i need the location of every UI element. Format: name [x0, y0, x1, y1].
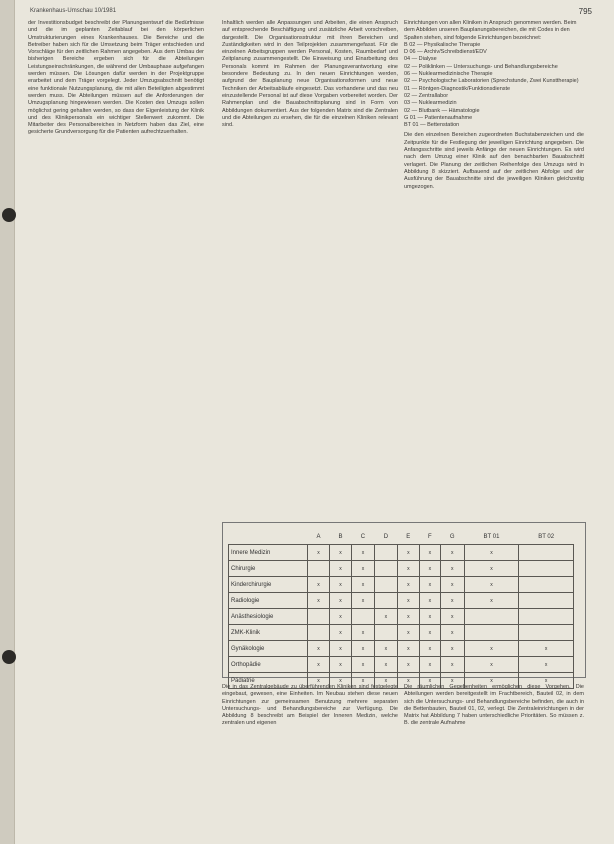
matrix-col-header: C	[352, 530, 375, 545]
matrix-cell: x	[330, 625, 352, 641]
matrix-cell: x	[330, 593, 352, 609]
matrix-row-label: Orthopädie	[229, 657, 308, 673]
matrix-cell: x	[440, 593, 464, 609]
matrix-cell: x	[374, 609, 397, 625]
matrix-cell	[519, 609, 574, 625]
matrix-cell	[374, 625, 397, 641]
matrix-cell: x	[464, 657, 519, 673]
matrix-cell: x	[308, 545, 330, 561]
matrix-cell	[464, 625, 519, 641]
matrix-cell: x	[397, 657, 419, 673]
matrix-cell	[308, 625, 330, 641]
matrix-cell	[308, 561, 330, 577]
matrix-body	[229, 545, 574, 689]
matrix-cell: x	[330, 609, 352, 625]
code-item: 06 — Nuklearmedizinische Therapie	[404, 71, 493, 78]
matrix-cell: x	[464, 561, 519, 577]
matrix-col-header: A	[308, 530, 330, 545]
matrix-cell	[519, 561, 574, 577]
matrix-col-header: F	[419, 530, 440, 545]
matrix-cell	[519, 577, 574, 593]
matrix-cell	[519, 593, 574, 609]
matrix-cell: x	[374, 641, 397, 657]
matrix-cell: x	[397, 609, 419, 625]
matrix-cell: x	[419, 609, 440, 625]
matrix-row	[229, 577, 574, 593]
code-item: 01 — Röntgen-Diagnostik/Funktionsdienste	[404, 85, 511, 92]
matrix-cell: x	[352, 593, 375, 609]
matrix-cell: x	[419, 673, 440, 689]
matrix-cell: x	[330, 577, 352, 593]
matrix-cell: x	[519, 673, 574, 689]
matrix-row	[229, 657, 574, 673]
text-column-3-bottom: Die räumlichen Gegebenheiten ermöglichen diese Vorgehen. Die Abteilungen werden bereitgestellt im Frachtbereich, Bauteil 02, in dem sich die Untersuchungs- und Behandlungsbereiche befinden, die auch in die Bettenbauten, Bauteil 01, 02, verlegt. Die Zentraleinrichtungen in der Matrix hat Abbildung 7 haben unterschiedliche Prioritäten. So müssen z. B. die zentrale Aufnahme	[404, 684, 584, 727]
matrix-row-label: Radiologie	[229, 593, 308, 609]
matrix-cell: x	[440, 577, 464, 593]
matrix-cell: x	[330, 657, 352, 673]
matrix-cell: x	[397, 641, 419, 657]
matrix-cell: x	[464, 673, 519, 689]
matrix-cell: x	[397, 593, 419, 609]
matrix-cell: x	[519, 641, 574, 657]
code-item: 03 — Nuklearmedizin	[404, 100, 457, 107]
matrix-cell: x	[440, 673, 464, 689]
code-item: 04 — Dialyse	[404, 56, 437, 63]
matrix-cell: x	[464, 641, 519, 657]
matrix-cell: x	[464, 593, 519, 609]
matrix-col-header: BT 02	[519, 530, 574, 545]
matrix-cell: x	[352, 561, 375, 577]
matrix-cell: x	[330, 561, 352, 577]
matrix-cell: x	[419, 577, 440, 593]
matrix-cell: x	[308, 657, 330, 673]
matrix-corner	[229, 530, 308, 545]
matrix-cell	[374, 593, 397, 609]
matrix-cell: x	[440, 561, 464, 577]
matrix-col-header: D	[374, 530, 397, 545]
matrix-cell: x	[308, 673, 330, 689]
matrix-cell: x	[352, 657, 375, 673]
matrix-cell: x	[397, 577, 419, 593]
matrix-header-row	[229, 530, 574, 545]
matrix-row-label: Pädiatrie	[229, 673, 308, 689]
matrix-cell	[374, 545, 397, 561]
punch-hole	[2, 650, 16, 664]
matrix-cell: x	[397, 561, 419, 577]
matrix-col-header: G	[440, 530, 464, 545]
matrix-cell: x	[308, 577, 330, 593]
text-column-1: der Investitionsbudget beschreibt der Planungsentwurf die Bedürfnisse und die im geplanten Zeitablauf bei den körperlichen Umstrukturierungen eines Krankenhauses. Die Bereiche und die Betreiber haben sich für die Umsetzung beim Träger entschieden und Vorschläge für den zeitlichen Rahmen angegeben. Aus dem Umbau der bisherigen Bereiche ergeben sich für die Abteilungen Leistungseinschränkungen, die während der Umbauphase aufgefangen werden müssen. Die Lösungen dafür werden in der Projektgruppe erarbeitet und dem Träger vorgelegt. Jeder Umzugsabschnitt benötigt eine funktionale Nutzungsplanung, die mit allen Beteiligten abgestimmt werden muss. Die Abteilungen müssen auf die Anforderungen der Umzugsplanung hingewiesen werden. Die Kosten des Umzugs sollen möglichst gering gehalten werden, so dass der Eigenleistung der Klinik und des Klinikpersonals ein wichtiger Stellenwert zukommt. Die Mitarbeiter des Personalbereiches in Netzform haben das Ziel, eine gesicherte Grundversorgung für die Patienten aufrechtzuerhalten.	[28, 20, 204, 136]
matrix-cell: x	[397, 625, 419, 641]
matrix-row	[229, 545, 574, 561]
matrix-cell: x	[519, 657, 574, 673]
page-binding-edge	[0, 0, 15, 844]
matrix-cell	[308, 609, 330, 625]
matrix-cell: x	[397, 673, 419, 689]
column-3-intro: Einrichtungen von allen Kliniken in Anspruch genommen werden. Beim dem Abbilden unseren Bauplanungsbereichen, die mit Codes in den Spalten stehen, sind folgende Einrichtungen bezeichnet:	[404, 20, 577, 41]
matrix-cell: x	[330, 673, 352, 689]
matrix-cell: x	[308, 593, 330, 609]
matrix-cell: x	[330, 545, 352, 561]
running-title: Krankenhaus-Umschau 10/1981	[30, 8, 117, 14]
matrix-cell: x	[464, 577, 519, 593]
punch-hole	[2, 208, 16, 222]
matrix-row	[229, 561, 574, 577]
text-column-2: Inhaltlich werden alle Anpassungen und Arbeiten, die einen Anspruch auf entsprechende Beschäftigung und zusätzliche Arbeit vorschreiben, dargestellt. Die Organisationsstruktur mit ihren Bereichen und Zuständigkeiten wird in den Teilprojekten zusammengefasst. Für die einzelnen Arbeitsgruppen werden Personal, Kosten, Raumbedarf und Zeitplanung zusammengestellt. Die Einweisung und Einarbeitung des Personals kommt im Rahmen der Planungsverantwortung eine besondere Bedeutung zu. In den neuen Einrichtungen werden, aufgrund der Bauplanung neue Organisationsformen und neue Techniken der Arbeitsabläufe eingesetzt. Das vorhandene und das neu einzustellende Personal ist auf diese Vorgaben vorbereitet worden. Der Rahmenplan und die Bauabschnittsplanung sind in Form von Abbildungen dokumentiert. Aus der folgenden Matrix sind die Zentralen und die Abteilungen zu ersehen, die für die einzelnen Kliniken relevant sind.	[222, 20, 398, 129]
matrix-cell	[374, 577, 397, 593]
matrix-row	[229, 625, 574, 641]
matrix-cell	[519, 625, 574, 641]
matrix-cell: x	[352, 673, 375, 689]
code-item: B 02 — Physikalische Therapie	[404, 41, 481, 48]
matrix-cell: x	[440, 545, 464, 561]
matrix-row-label: ZMK-Klinik	[229, 625, 308, 641]
matrix-cell: x	[419, 545, 440, 561]
matrix-col-header: BT 01	[464, 530, 519, 545]
matrix-cell: x	[352, 641, 375, 657]
code-item: D 06 — Archiv/Schreibdienst/EDV	[404, 49, 487, 56]
matrix-cell: x	[330, 641, 352, 657]
matrix-cell	[374, 561, 397, 577]
clinic-facility-matrix	[228, 530, 574, 689]
matrix-col-header: B	[330, 530, 352, 545]
matrix-cell: x	[419, 593, 440, 609]
matrix-cell: x	[374, 673, 397, 689]
matrix-cell: x	[419, 657, 440, 673]
code-item: 02 — Zentrallabor	[404, 92, 449, 99]
column-3-outro: Die den einzelnen Bereichen zugeordneten Buchstabenzeichen und die Zeitpunkte für die Festlegung der jeweiligen Einrichtung angegeben. Die Anfangsschritte sind jeweils Anfänge der neuen Einrichtungen. Es wird nach dem Umzug einer Klinik auf den benachbarten Bauabschnitt verlagert. Die Planung der zeitlichen Reihenfolge des Umzugs wird in Abbildung 8 skizziert. Aufbauend auf der zeitlichen Abfolge und der Ausführung der Bauabschnitte sind die jeweiligen Kliniken gleichzeitig umgezogen.	[404, 132, 584, 190]
code-item: 02 — Poliklinken — Untersuchungs- und Behandlungsbereiche	[404, 63, 558, 70]
matrix-row	[229, 641, 574, 657]
code-item: 02 — Blutbank — Hämatologie	[404, 107, 480, 114]
matrix-row-label: Innere Medizin	[229, 545, 308, 561]
matrix-cell: x	[397, 545, 419, 561]
code-item: BT 01 — Bettenstation	[404, 122, 460, 129]
matrix-col-header: E	[397, 530, 419, 545]
matrix-row-label: Chirurgie	[229, 561, 308, 577]
matrix-cell: x	[352, 545, 375, 561]
matrix-cell: x	[374, 657, 397, 673]
matrix-cell: x	[352, 625, 375, 641]
matrix-cell: x	[440, 641, 464, 657]
matrix-row	[229, 593, 574, 609]
matrix-cell: x	[352, 577, 375, 593]
matrix-cell: x	[464, 545, 519, 561]
text-column-3	[404, 20, 584, 460]
matrix-cell	[464, 609, 519, 625]
matrix-cell: x	[440, 625, 464, 641]
matrix-row-label: Kinderchirurgie	[229, 577, 308, 593]
matrix-cell	[519, 545, 574, 561]
matrix-cell: x	[419, 561, 440, 577]
matrix-cell: x	[419, 625, 440, 641]
code-item: 02 — Psychologische Laboratorien (Sprechstunde, Zwei Kunsttherapie)	[404, 78, 579, 85]
matrix-row-label: Anästhesiologie	[229, 609, 308, 625]
matrix-cell: x	[440, 609, 464, 625]
matrix-cell: x	[440, 657, 464, 673]
code-item: G 01 — Patientenaufnahme	[404, 114, 473, 121]
matrix-row	[229, 609, 574, 625]
text-column-2-bottom: Die in das Zentralgebäude zu überführenden Kliniken sind festgelegte eingebaut, gewesen, eine Einheiten. Im Neubau stehen diese neuen Einrichtungen zur gemeinsamen Benutzung mehrere separaten Untersuchungs- und Behandlungsbereiche zur Verfügung. Die Abbildung 8 beschreibt am Beispiel der Inneren Medizin, welche zentralen und eigenen	[222, 684, 398, 727]
matrix-cell	[352, 609, 375, 625]
matrix-cell: x	[419, 641, 440, 657]
matrix-row-label: Gynäkologie	[229, 641, 308, 657]
matrix-cell: x	[308, 641, 330, 657]
page-number: 795	[578, 7, 592, 16]
